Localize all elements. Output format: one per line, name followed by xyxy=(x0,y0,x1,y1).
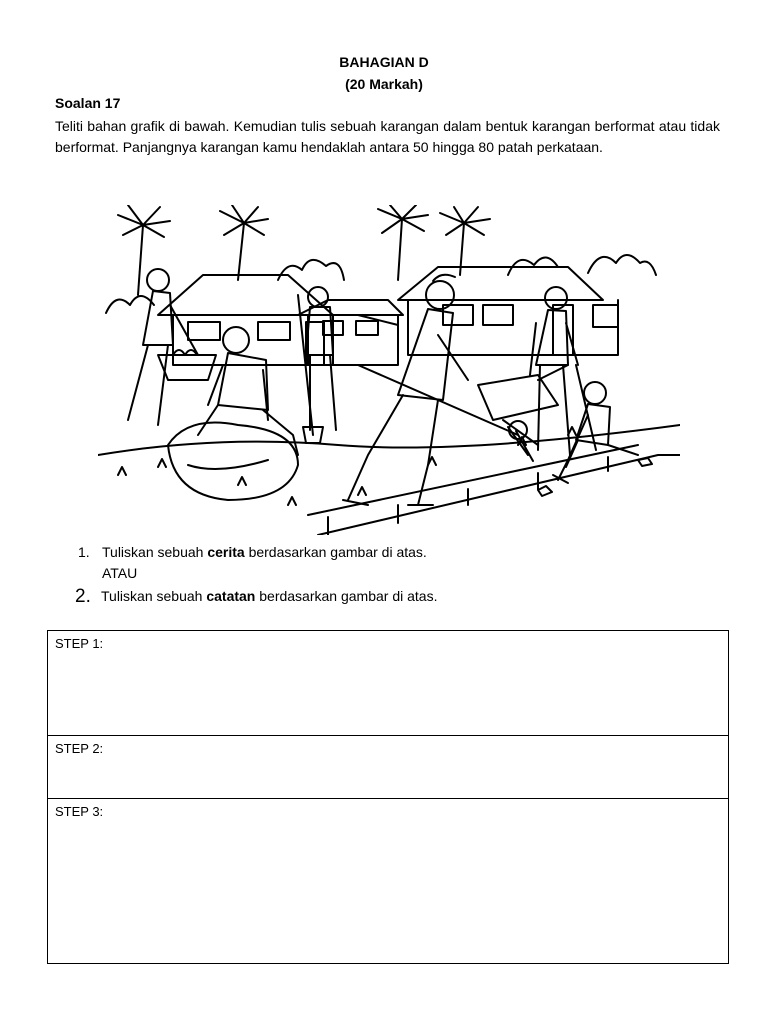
option-text-before: Tuliskan sebuah xyxy=(101,588,207,604)
step-3-box[interactable] xyxy=(48,799,728,963)
option-text-before: Tuliskan sebuah xyxy=(102,544,208,560)
option-2 xyxy=(75,586,437,607)
option-number: 2. xyxy=(75,586,91,607)
gotong-royong-illustration xyxy=(98,205,680,535)
palm-tree-icon xyxy=(220,205,268,280)
palm-tree-icon xyxy=(118,205,170,295)
option-keyword: cerita xyxy=(207,544,245,560)
option-1 xyxy=(78,542,427,562)
step-label: STEP 3: xyxy=(55,804,104,819)
house-icon xyxy=(398,267,618,355)
option-separator: ATAU xyxy=(102,565,138,581)
step-label: STEP 2: xyxy=(55,741,104,756)
section-title: BAHAGIAN D xyxy=(339,54,429,70)
question-instruction: Teliti bahan grafik di bawah. Kemudian tulis sebuah karangan dalam bentuk karangan berformat atau tidak berformat. Panjangnya karangan kamu hendaklah antara 50 hingga 80 patah perkataan. xyxy=(55,118,720,155)
palm-tree-icon xyxy=(378,205,428,280)
option-keyword: catatan xyxy=(206,588,256,604)
marks-label: (20 Markah) xyxy=(345,76,423,92)
step-1-box[interactable] xyxy=(48,631,728,736)
wheelbarrow-icon xyxy=(478,365,568,439)
option-number: 1. xyxy=(78,544,90,560)
worker-figure xyxy=(530,287,596,455)
worker-figure xyxy=(343,275,538,505)
option-text-after: berdasarkan gambar di atas. xyxy=(255,588,438,604)
step-label: STEP 1: xyxy=(55,636,104,651)
step-2-box[interactable] xyxy=(48,736,728,799)
option-text-after: berdasarkan gambar di atas. xyxy=(244,544,427,560)
steps-table xyxy=(47,630,729,964)
palm-tree-icon xyxy=(440,207,490,275)
question-label: Soalan 17 xyxy=(55,95,121,111)
